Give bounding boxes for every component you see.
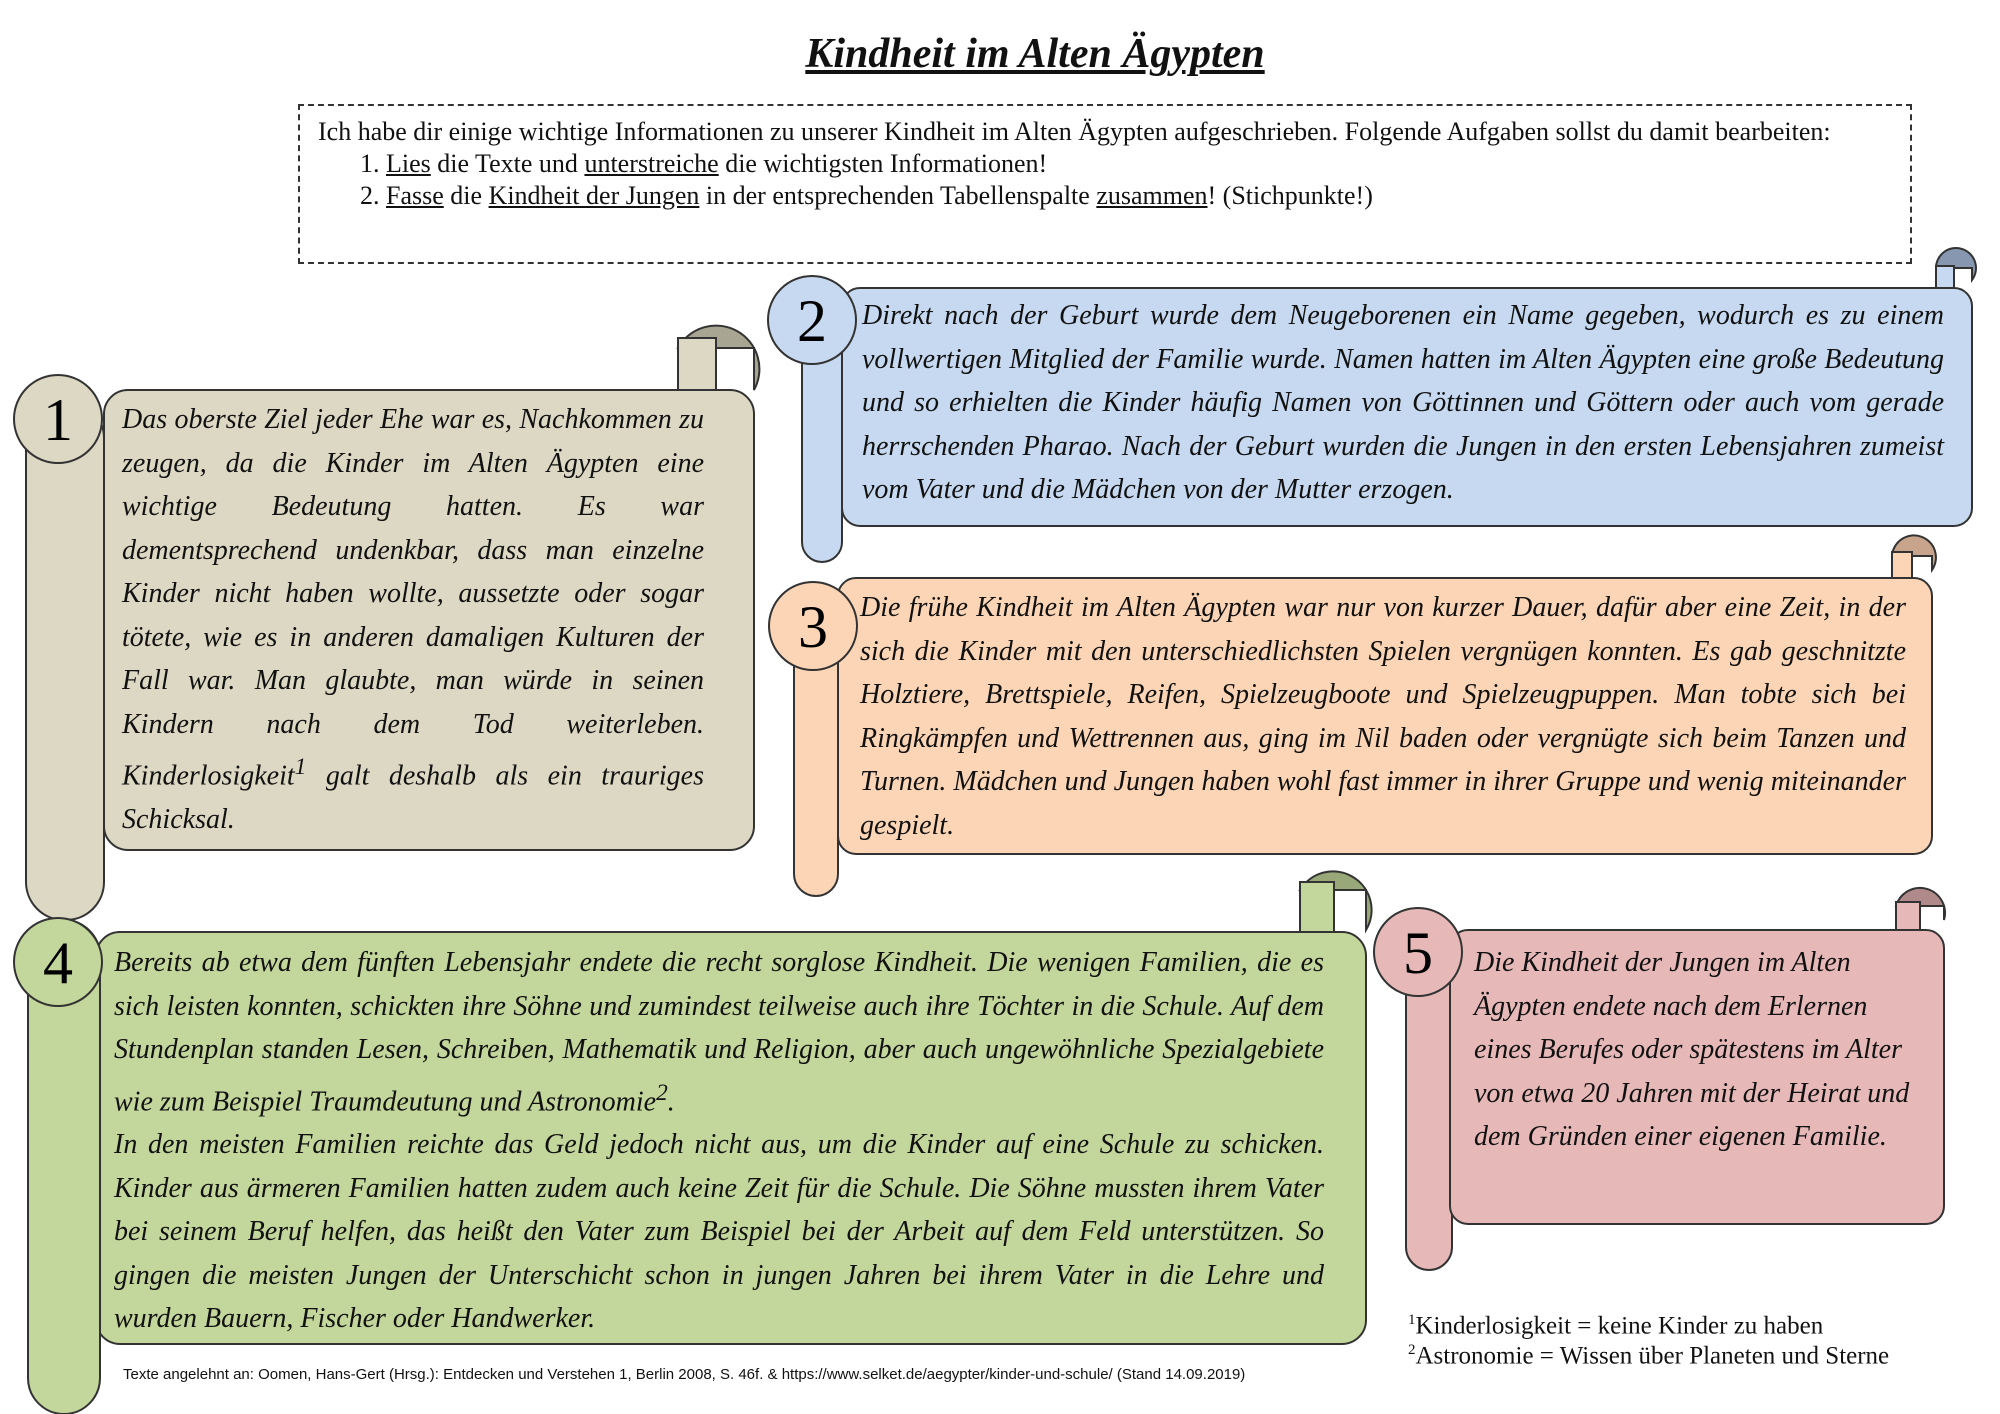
scroll-4-tab <box>1300 882 1334 934</box>
scroll-4-text-main: Bereits ab etwa dem fünften Lebensjahr endete die recht sorglose Kindheit. Die wenigen Familien, die es sich leisten konnten, schickten ihre Söhne und zumindest teilweise auch ihre Töchter in die Schule. Auf dem Stundenplan standen Lesen, Schreiben, Mathematik und Religion, aber auch ungewöhnliche Spezialgebiete wie zum Beispiel Traumdeutung und Astronomie <box>114 947 1324 1117</box>
scroll-4-number: 4 <box>43 930 73 996</box>
scroll-4-footnote-ref: 2 <box>656 1079 668 1106</box>
scroll-4-paragraph-1 <box>114 941 1324 1123</box>
footnote-1-number: 1 <box>1408 1312 1416 1328</box>
task-2-kindheit: Kindheit der Jungen <box>488 181 700 210</box>
footnote-1-text: Kinderlosigkeit = keine Kinder zu haben <box>1415 1312 1824 1340</box>
page-title: Kindheit im Alten Ägypten <box>805 31 1265 77</box>
task-2-end: ! (Stichpunkte!) <box>1207 181 1373 210</box>
scroll-2-text-main: Direkt nach der Geburt wurde dem Neugeborenen ein Name gegeben, wodurch es zu einem vollwertigen Mitglied der Familie wurde. Namen hatten im Alten Ägypten eine große Bedeutung und so erhielten die Kinder häufig Namen von Göttinnen und Göttern oder auch vom gerade herrschenden Pharao. Nach der Geburt wurden die Jungen in den ersten Lebensjahren zumeist vom Vater und die Mädchen von der Mutter erzogen. <box>862 300 1944 505</box>
scroll-1-text-main: Das oberste Ziel jeder Ehe war es, Nachkommen zu zeugen, da die Kinder im Alten Ägypten eine wichtige Bedeutung hatten. Es war dementsprechend undenkbar, dass man einzelne Kinder nicht haben wollte, aussetzte oder sogar tötete, wie es in anderen damaligen Kulturen der Fall war. Man glaubte, man würde in seinen Kindern nach dem Tod weiterleben. Kinderlosigkeit <box>122 404 704 792</box>
source-citation: Texte angelehnt an: Oomen, Hans-Gert (Hrsg.): Entdecken und Verstehen 1, Berlin 2008, S. 46f. & https://www.selket.de/aegypter/kinder-und-schule/ (Stand 14.09.2019) <box>123 1366 1246 1383</box>
footnote-2 <box>1408 1342 1889 1370</box>
scroll-4-paragraph-2: In den meisten Familien reichte das Geld jedoch nicht aus, um die Kinder auf eine Schule zu schicken. Kinder aus ärmeren Familien hatten zudem auch keine Zeit für die Schule. Die Söhne mussten ihrem Vater bei seinem Beruf helfen, das heißt den Vater zum Beispiel bei der Arbeit auf dem Feld unterstützen. So gingen die meisten Jungen der Unterschicht schon in jungen Jahren bei ihrem Vater in die Lehre und wurden Bauern, Fischer oder Handwerker. <box>114 1129 1324 1335</box>
scroll-4-text-tail: . <box>667 1085 675 1117</box>
scroll-5-number: 5 <box>1403 920 1433 986</box>
scroll-4-text <box>114 941 1324 1341</box>
task-1-underline: unterstreiche <box>584 149 719 178</box>
scroll-5-text-main: Die Kindheit der Jungen im Alten Ägypten endete nach dem Erlernen eines Berufes oder spätestens im Alter von etwa 20 Jahren mit der Heirat und dem Gründen einer eigenen Familie. <box>1474 947 1910 1152</box>
task-1-end: die wichtigsten Informationen! <box>718 149 1048 178</box>
scroll-1-text <box>122 398 704 841</box>
task-intro-text: Ich habe dir einige wichtige Informationen zu unserer Kindheit im Alten Ägypten aufgeschrieben. Folgende Aufgaben sollst du damit bearbeiten: <box>318 117 1831 146</box>
scroll-3-number: 3 <box>798 594 828 660</box>
scroll-1-roll <box>26 400 104 920</box>
scroll-1-tab <box>678 338 716 392</box>
task-1-mid: die Texte und <box>430 149 585 178</box>
task-1-lies: Lies <box>386 149 431 178</box>
footnote-2-number: 2 <box>1408 1342 1416 1358</box>
scroll-1-number: 1 <box>43 387 73 453</box>
scroll-5-text <box>1474 941 1924 1159</box>
task-2-zusammen: zusammen <box>1096 181 1208 210</box>
scroll-2-number: 2 <box>797 288 827 354</box>
scroll-3-text <box>860 586 1906 847</box>
scroll-1-text-tail: galt deshalb als ein trauriges Schicksal. <box>122 760 704 835</box>
footnote-1 <box>1408 1312 1823 1340</box>
task-2-fasse: Fasse <box>386 181 444 210</box>
task-2-mid1: die <box>443 181 489 210</box>
scroll-1-footnote-ref: 1 <box>294 754 307 780</box>
scroll-2-text <box>862 294 1944 512</box>
footnote-2-text: Astronomie = Wissen über Planeten und Sterne <box>1415 1342 1890 1370</box>
scroll-3-text-main: Die frühe Kindheit im Alten Ägypten war nur von kurzer Dauer, dafür aber eine Zeit, in der sich die Kinder mit den unterschiedlichsten Spielen vergnügen konnten. Es gab geschnitzte Holztiere, Brettspiele, Reifen, Spielzeugboote und Spielzeugpuppen. Man tobte sich bei Ringkämpfen und Wettrennen aus, ging im Nil baden oder vergnügte sich beim Tanzen und Turnen. Mädchen und Jungen haben wohl fast immer in ihrer Gruppe und wenig miteinander gespielt. <box>860 592 1906 841</box>
task-2-mid2: in der entsprechenden Tabellenspalte <box>699 181 1097 210</box>
